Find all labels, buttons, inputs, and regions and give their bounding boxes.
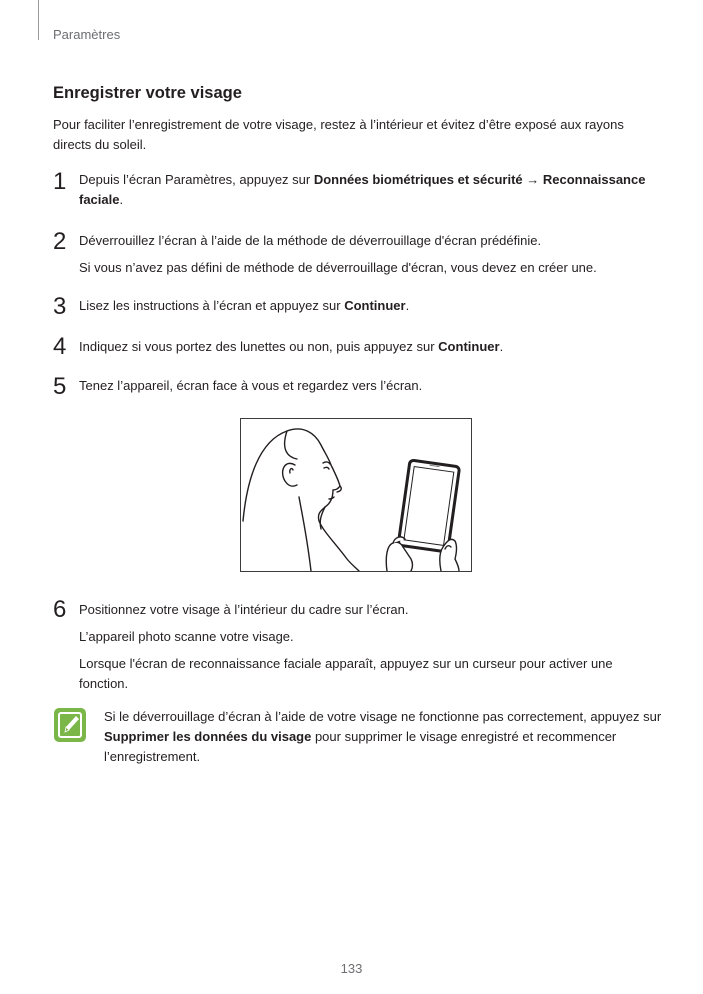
step-number-1: 1 bbox=[53, 168, 67, 195]
step-2-subtext: Si vous n’avez pas défini de méthode de déverrouillage d'écran, vous devez en créer une. bbox=[79, 260, 597, 275]
step-text-3: Lisez les instructions à l’écran et appuyez sur Continuer. bbox=[79, 298, 410, 313]
section-header: Paramètres bbox=[53, 27, 121, 42]
step-number-4: 4 bbox=[53, 333, 67, 360]
step-number-2: 2 bbox=[53, 228, 67, 255]
pencil-note-icon bbox=[53, 707, 87, 743]
step-6-subtext-1: L’appareil photo scanne votre visage. bbox=[79, 629, 294, 644]
step-number-5: 5 bbox=[53, 373, 67, 400]
step-4-bold-continue: Continuer bbox=[438, 339, 500, 354]
step-text-2: Déverrouillez l’écran à l’aide de la méthode de déverrouillage d'écran prédéfinie. bbox=[79, 233, 542, 248]
step-1-bold-biometrics: Données biométriques et sécurité bbox=[313, 172, 523, 187]
page-number: 133 bbox=[340, 961, 363, 976]
face-registration-illustration bbox=[240, 418, 472, 572]
person-holding-tablet-icon bbox=[241, 419, 471, 571]
note-bold-delete-face-data: Supprimer les données du visage bbox=[104, 729, 312, 744]
note-text: Si le déverrouillage d’écran à l’aide de votre visage ne fonctionne pas correctement, appuyez sur Supprimer les données du visage pour supprimer le visage enregistré et recommencer l’enregistrement. bbox=[104, 709, 662, 764]
step-text-1: Depuis l’écran Paramètres, appuyez sur Données biométriques et sécurité → Reconnaissance faciale. bbox=[79, 172, 646, 207]
step-3-bold-continue: Continuer bbox=[344, 298, 406, 313]
step-text-6: Positionnez votre visage à l’intérieur du cadre sur l’écran. bbox=[79, 602, 409, 617]
page-title: Enregistrer votre visage bbox=[53, 84, 242, 102]
intro-paragraph: Pour faciliter l’enregistrement de votre visage, restez à l’intérieur et évitez d’être exposé aux rayons directs du soleil. bbox=[53, 117, 624, 152]
step-text-4: Indiquez si vous portez des lunettes ou non, puis appuyez sur Continuer. bbox=[79, 339, 504, 354]
step-6-subtext-2: Lorsque l'écran de reconnaissance faciale apparaît, appuyez sur un curseur pour activer une fonction. bbox=[79, 656, 613, 691]
margin-rule bbox=[38, 0, 39, 40]
step-1-bold-face-recognition: Reconnaissance faciale bbox=[79, 172, 646, 207]
step-number-3: 3 bbox=[53, 293, 67, 320]
step-number-6: 6 bbox=[53, 596, 67, 623]
step-text-5: Tenez l’appareil, écran face à vous et regardez vers l’écran. bbox=[79, 378, 423, 393]
